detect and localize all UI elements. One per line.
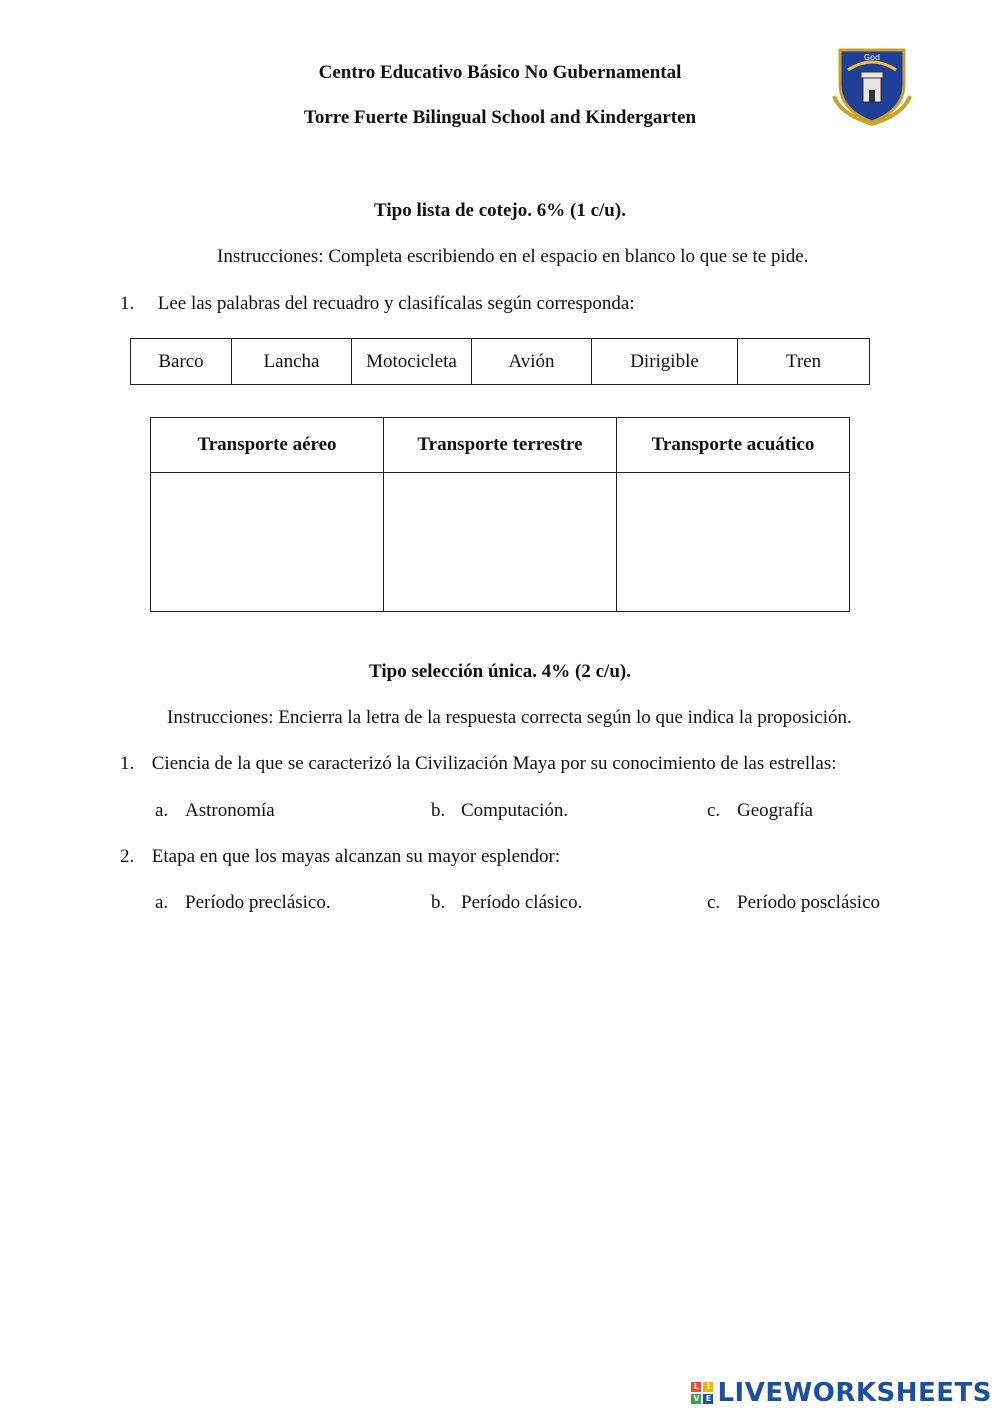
- option-letter[interactable]: c.: [707, 800, 721, 821]
- section1-title: Tipo lista de cotejo. 6% (1 c/u).: [374, 200, 626, 221]
- section2-instructions: Instrucciones: Encierra la letra de la respuesta correcta según lo que indica la proposición.: [167, 707, 852, 728]
- question-number: 2.: [120, 846, 135, 867]
- option-text: Geografía: [737, 800, 813, 821]
- word-barco: Barco: [131, 339, 232, 385]
- brand-grid-i: I: [703, 1382, 713, 1392]
- logo-text: God: [863, 53, 881, 62]
- word-lancha: Lancha: [232, 339, 352, 385]
- classification-table: [150, 417, 850, 612]
- option-text: Astronomía: [185, 800, 275, 821]
- option-letter[interactable]: a.: [155, 800, 169, 821]
- section1-instructions: Instrucciones: Completa escribiendo en el espacio en blanco lo que se te pide.: [217, 246, 809, 267]
- question-text: Ciencia de la que se caracterizó la Civilización Maya por su conocimiento de las estrellas:: [151, 753, 837, 774]
- school-crest-logo: [830, 44, 914, 126]
- option-text: Computación.: [461, 800, 569, 821]
- word-row: [131, 339, 870, 385]
- mc-question-1: [120, 753, 837, 775]
- option-letter[interactable]: b.: [431, 800, 446, 821]
- word-motocicleta: Motocicleta: [352, 339, 472, 385]
- question-text: Etapa en que los mayas alcanzan su mayor esplendor:: [151, 846, 561, 867]
- option-text: Período preclásico.: [185, 892, 331, 913]
- brand-name: LIVEWORKSHEETS: [717, 1378, 992, 1408]
- option-letter[interactable]: b.: [431, 892, 446, 913]
- word-box: [130, 338, 870, 385]
- brand-grid-l: L: [691, 1382, 701, 1392]
- word-tren: Tren: [738, 339, 870, 385]
- word-avion: Avión: [472, 339, 592, 385]
- answer-cell-terrestre[interactable]: [384, 473, 617, 612]
- question-number: 1.: [120, 293, 135, 314]
- school-subtitle: Torre Fuerte Bilingual School and Kindergarten: [303, 107, 697, 128]
- question-text: Lee las palabras del recuadro y clasifícalas según corresponda:: [157, 293, 635, 314]
- option-text: Período clásico.: [461, 892, 583, 913]
- liveworksheets-brand[interactable]: [691, 1378, 992, 1408]
- column-header-aereo: Transporte aéreo: [151, 418, 384, 473]
- q2-option-a[interactable]: [155, 892, 331, 914]
- brand-grid-v: V: [693, 1394, 700, 1403]
- word-dirigible: Dirigible: [592, 339, 738, 385]
- q1-option-a[interactable]: [155, 800, 275, 822]
- school-name: Centro Educativo Básico No Gubernamental: [318, 62, 682, 83]
- column-header-acuatico: Transporte acuático: [617, 418, 850, 473]
- mc-question-2: [120, 846, 560, 868]
- question-number: 1.: [120, 753, 135, 774]
- section1-question: [120, 293, 635, 315]
- section2-title: Tipo selección única. 4% (2 c/u).: [369, 661, 631, 682]
- option-letter[interactable]: c.: [707, 892, 721, 913]
- option-text: Período posclásico: [737, 892, 881, 913]
- q2-option-c[interactable]: [707, 892, 880, 914]
- q2-option-b[interactable]: [431, 892, 582, 914]
- answer-cell-acuatico[interactable]: [617, 473, 850, 612]
- classification-answer-row: [151, 473, 850, 612]
- column-header-terrestre: Transporte terrestre: [384, 418, 617, 473]
- brand-grid-e: E: [703, 1394, 713, 1404]
- q1-option-b[interactable]: [431, 800, 568, 822]
- option-letter[interactable]: a.: [155, 892, 169, 913]
- answer-cell-aereo[interactable]: [151, 473, 384, 612]
- brand-grid-icon: [691, 1382, 713, 1404]
- classification-header-row: [151, 418, 850, 473]
- q1-option-c[interactable]: [707, 800, 813, 822]
